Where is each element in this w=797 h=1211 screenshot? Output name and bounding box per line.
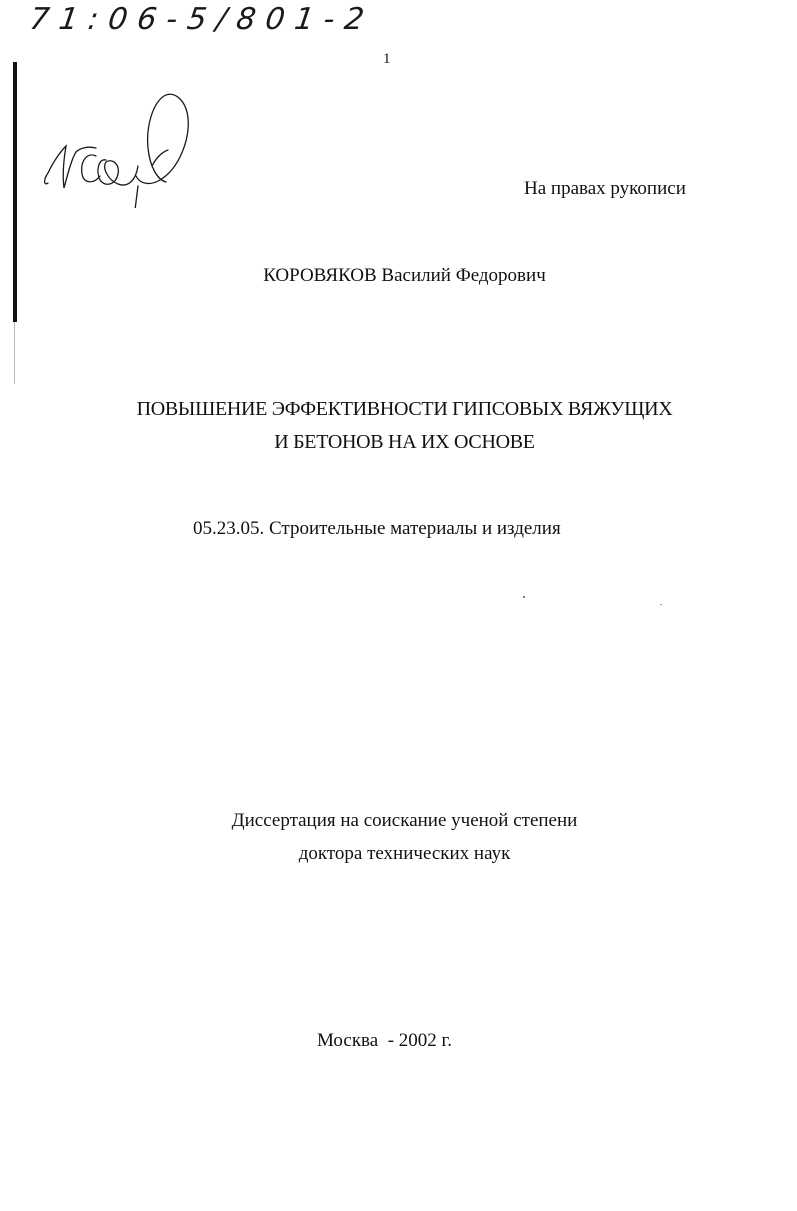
handwritten-archive-code: 71:06-5/801-2 [27,2,377,37]
city-year: Москва - 2002 г. [317,1030,452,1051]
dissertation-title-line-2: И БЕТОНОВ НА ИХ ОСНОВЕ [274,431,535,453]
degree-line-2: доктора технических наук [298,843,511,864]
author-name: КОРОВЯКОВ Василий Федорович [263,265,546,286]
specialty-code: 05.23.05. Строительные материалы и изделия [193,518,561,539]
dissertation-title-line-1: ПОВЫШЕНИЕ ЭФФЕКТИВНОСТИ ГИПСОВЫХ ВЯЖУЩИХ [136,398,673,420]
scan-speck [523,596,525,598]
page-number: 1 [383,51,391,67]
handwritten-signature-icon [40,88,205,208]
rights-notice: На правах рукописи [524,178,686,199]
scan-margin-bar-faint [14,322,15,384]
degree-line-1: Диссертация на соискание ученой степени [231,810,578,831]
scan-speck [660,604,662,605]
